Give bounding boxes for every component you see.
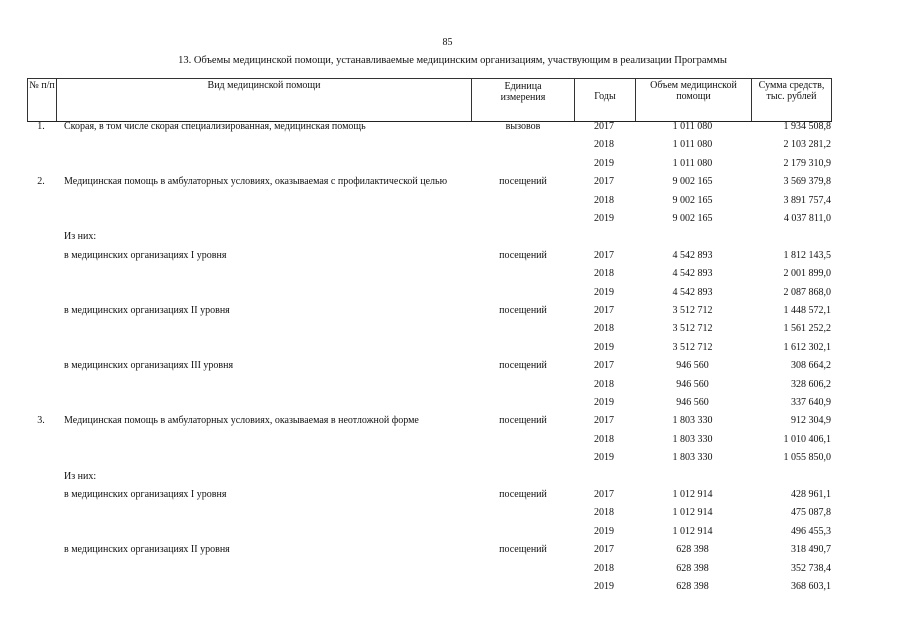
table-row [27, 507, 831, 525]
row-name: в медицинских организациях III уровня [64, 360, 234, 372]
row-volume: 1 012 914 [672, 507, 713, 519]
header-sum: Сумма средств, тыс. рублей [752, 79, 832, 121]
row-volume: 946 560 [676, 397, 709, 408]
row-year: 2019 [594, 525, 614, 537]
row-year: 2017 [594, 489, 614, 500]
row-volume: 4 542 893 [672, 286, 713, 298]
header-num: № п/п [28, 79, 57, 121]
table-row [27, 360, 831, 378]
row-year: 2017 [594, 544, 614, 556]
row-volume: 9 002 165 [672, 194, 713, 206]
table-row [27, 158, 831, 176]
row-volume: 3 512 712 [672, 341, 713, 353]
row-unit: посещений [499, 176, 547, 188]
row-unit: посещений [499, 249, 547, 261]
table-row [27, 471, 831, 489]
row-sum: 1 055 850,0 [783, 452, 831, 464]
row-year: 2017 [594, 176, 614, 188]
row-year: 2019 [594, 157, 614, 169]
row-unit: посещений [499, 415, 547, 427]
row-volume: 4 542 893 [672, 268, 713, 280]
row-number: 3. [37, 415, 45, 427]
row-year: 2017 [594, 360, 614, 372]
table-row [27, 305, 831, 323]
row-volume: 1 803 330 [672, 433, 713, 445]
row-sum: 475 087,8 [791, 507, 831, 519]
row-sum: 2 103 281,2 [783, 139, 831, 151]
row-year: 2019 [594, 452, 614, 464]
table-row [27, 121, 831, 139]
row-sum: 1 448 572,1 [783, 305, 831, 316]
row-sum: 428 961,1 [791, 489, 831, 500]
row-volume: 1 011 080 [672, 139, 713, 151]
row-year: 2017 [594, 305, 614, 316]
row-sum: 368 603,1 [791, 581, 831, 592]
header-year: Годы [575, 79, 636, 121]
row-unit: посещений [499, 360, 547, 372]
row-volume: 946 560 [676, 360, 709, 372]
row-sum: 308 664,2 [791, 360, 831, 372]
row-year: 2019 [594, 341, 614, 353]
table-row [27, 195, 831, 213]
row-year: 2019 [594, 581, 614, 592]
row-volume: 628 398 [676, 562, 709, 574]
row-name: Из них: [64, 470, 97, 482]
row-sum: 3 569 379,8 [783, 176, 831, 188]
row-year: 2017 [594, 121, 614, 132]
row-sum: 912 304,9 [791, 415, 831, 427]
row-sum: 3 891 757,4 [783, 194, 831, 206]
row-name: в медицинских организациях I уровня [64, 489, 227, 500]
table-header [27, 78, 832, 122]
row-year: 2018 [594, 139, 614, 151]
row-volume: 3 512 712 [672, 305, 713, 316]
table-row [27, 250, 831, 268]
table-row [27, 231, 831, 249]
row-sum: 1 010 406,1 [783, 433, 831, 445]
row-volume: 9 002 165 [672, 176, 713, 188]
row-year: 2018 [594, 433, 614, 445]
row-year: 2018 [594, 562, 614, 574]
row-sum: 1 934 508,8 [783, 121, 831, 132]
table-row [27, 434, 831, 452]
row-sum: 496 455,3 [791, 525, 831, 537]
row-year: 2018 [594, 194, 614, 206]
header-type: Вид медицинской помощи [57, 79, 472, 121]
row-name: в медицинских организациях II уровня [64, 305, 230, 316]
row-volume: 4 542 893 [672, 249, 713, 261]
table-row [27, 581, 831, 599]
row-volume: 9 002 165 [672, 213, 713, 224]
row-unit: вызовов [505, 121, 541, 132]
row-unit: посещений [499, 489, 547, 500]
table-row [27, 452, 831, 470]
row-sum: 2 087 868,0 [783, 286, 831, 298]
row-volume: 1 803 330 [672, 452, 713, 464]
row-volume: 946 560 [676, 378, 709, 390]
row-name: в медицинских организациях II уровня [64, 544, 230, 556]
row-year: 2019 [594, 397, 614, 408]
row-year: 2018 [594, 507, 614, 519]
row-sum: 318 490,7 [791, 544, 831, 556]
row-name: Медицинская помощь в амбулаторных условиях, оказываемая с профилактической целью [64, 176, 448, 188]
row-year: 2018 [594, 323, 614, 335]
row-sum: 352 738,4 [791, 562, 831, 574]
row-name: Из них: [64, 231, 97, 243]
table-title: 13. Объемы медицинской помощи, устанавливаемые медицинским организациям, участвующим в реализации Программы [178, 55, 727, 66]
table-row [27, 287, 831, 305]
row-unit: посещений [499, 544, 547, 556]
row-name: Скорая, в том числе скорая специализированная, медицинская помощь [64, 121, 366, 132]
table-row [27, 489, 831, 507]
table-row [27, 379, 831, 397]
row-year: 2017 [594, 249, 614, 261]
row-name: Медицинская помощь в амбулаторных условиях, оказываемая в неотложной форме [64, 415, 419, 427]
row-year: 2018 [594, 268, 614, 280]
row-sum: 1 612 302,1 [783, 341, 831, 353]
row-volume: 3 512 712 [672, 323, 713, 335]
row-name: в медицинских организациях I уровня [64, 249, 227, 261]
table-row [27, 213, 831, 231]
row-sum: 337 640,9 [791, 397, 831, 408]
row-sum: 328 606,2 [791, 378, 831, 390]
row-sum: 4 037 811,0 [783, 213, 831, 224]
row-volume: 1 012 914 [672, 489, 713, 500]
table-row [27, 176, 831, 194]
row-unit: посещений [499, 305, 547, 316]
table-row [27, 544, 831, 562]
row-volume: 1 011 080 [672, 121, 713, 132]
row-volume: 1 803 330 [672, 415, 713, 427]
table-row [27, 526, 831, 544]
row-sum: 2 001 899,0 [783, 268, 831, 280]
table-row [27, 323, 831, 341]
row-year: 2018 [594, 378, 614, 390]
row-sum: 1 561 252,2 [783, 323, 831, 335]
page-number: 85 [442, 37, 453, 48]
row-year: 2019 [594, 286, 614, 298]
row-sum: 1 812 143,5 [783, 249, 831, 261]
header-unit: Единица измерения [472, 79, 575, 121]
row-number: 2. [37, 176, 45, 188]
row-number: 1. [37, 121, 45, 132]
table-row [27, 397, 831, 415]
table-row [27, 415, 831, 433]
table-row [27, 342, 831, 360]
row-year: 2017 [594, 415, 614, 427]
table-row [27, 139, 831, 157]
row-year: 2019 [594, 213, 614, 224]
row-volume: 628 398 [676, 581, 709, 592]
header-volume: Объем медицинской помощи [636, 79, 752, 121]
row-volume: 1 011 080 [672, 157, 713, 169]
row-sum: 2 179 310,9 [783, 157, 831, 169]
row-volume: 628 398 [676, 544, 709, 556]
row-volume: 1 012 914 [672, 525, 713, 537]
table-row [27, 563, 831, 581]
table-row [27, 268, 831, 286]
